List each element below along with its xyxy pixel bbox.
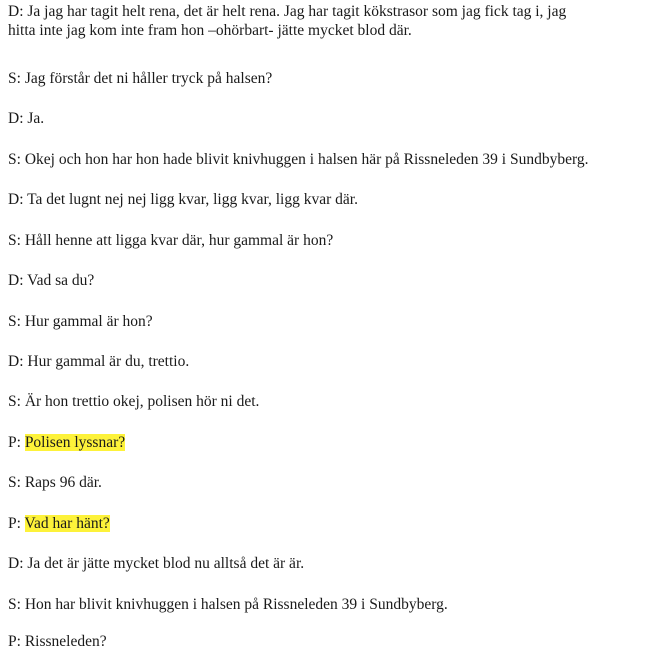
transcript-line	[8, 109, 44, 128]
utterance-text: Raps 96 där.	[24, 474, 102, 491]
transcript-line	[8, 231, 333, 250]
speaker-label: D:	[8, 555, 24, 572]
speaker-label: P:	[8, 434, 21, 451]
transcript-line	[8, 433, 125, 452]
utterance-text: Ja det är jätte mycket blod nu alltså det är är.	[27, 555, 305, 572]
transcript-line-continuation	[8, 21, 412, 40]
transcript-line	[8, 473, 102, 492]
speaker-label: D:	[8, 3, 24, 20]
transcript-line	[8, 150, 588, 169]
utterance-text: Jag förstår det ni håller tryck på halsen?	[24, 70, 273, 87]
speaker-label: P:	[8, 633, 21, 650]
speaker-label: S:	[8, 70, 21, 87]
speaker-label: S:	[8, 474, 21, 491]
speaker-label: S:	[8, 232, 21, 249]
utterance-text: Ta det lugnt nej nej ligg kvar, ligg kvar, ligg kvar där.	[27, 191, 358, 208]
highlighted-utterance: Polisen lyssnar?	[24, 434, 126, 451]
utterance-text: Hur gammal är hon?	[24, 313, 153, 330]
transcript-line	[8, 595, 448, 614]
transcript-line	[8, 312, 153, 331]
transcript-line	[8, 392, 259, 411]
utterance-text: Hon har blivit knivhuggen i halsen på Rissneleden 39 i Sundbyberg.	[24, 596, 448, 613]
utterance-text: Hur gammal är du, trettio.	[27, 353, 190, 370]
speaker-label: D:	[8, 191, 24, 208]
transcript-line	[8, 352, 189, 371]
speaker-label: D:	[8, 272, 24, 289]
transcript-line	[8, 271, 94, 290]
utterance-text: Vad sa du?	[27, 272, 95, 289]
transcript-line	[8, 190, 358, 209]
speaker-label: S:	[8, 596, 21, 613]
speaker-label: S:	[8, 313, 21, 330]
highlighted-utterance: Vad har hänt?	[24, 515, 110, 532]
transcript-line	[8, 632, 107, 651]
utterance-text: Ja jag har tagit helt rena, det är helt rena. Jag har tagit kökstrasor som jag fick tag i, jag	[27, 3, 567, 20]
speaker-label: S:	[8, 393, 21, 410]
utterance-text: Håll henne att ligga kvar där, hur gammal är hon?	[24, 232, 334, 249]
speaker-label: D:	[8, 353, 24, 370]
transcript-line	[8, 2, 566, 21]
transcript-line	[8, 554, 304, 573]
speaker-label: S:	[8, 151, 21, 168]
speaker-label: D:	[8, 110, 24, 127]
speaker-label: P:	[8, 515, 21, 532]
transcript-line	[8, 514, 110, 533]
utterance-text: Okej och hon har hon hade blivit knivhuggen i halsen här på Rissneleden 39 i Sundbyberg.	[24, 151, 589, 168]
utterance-text: Är hon trettio okej, polisen hör ni det.	[24, 393, 260, 410]
transcript-line	[8, 69, 272, 88]
utterance-text: Rissneleden?	[24, 633, 107, 650]
utterance-text: Ja.	[27, 110, 45, 127]
utterance-text: hitta inte jag kom inte fram hon –ohörbart- jätte mycket blod där.	[8, 22, 412, 39]
